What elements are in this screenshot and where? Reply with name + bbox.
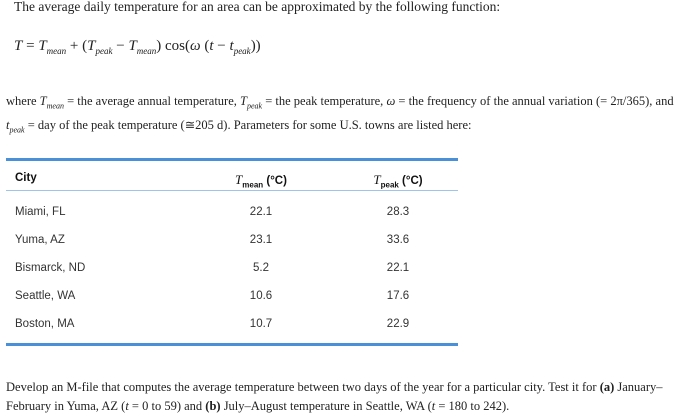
desc-part: = the average annual temperature, (63, 94, 241, 108)
table-top-rule (6, 158, 458, 161)
cell-tmean: 22.1 (249, 206, 273, 218)
formula-open: ( (185, 38, 191, 54)
formula-mean-sub: mean (46, 46, 67, 56)
task-part: July–August temperature in Seattle, WA ( (220, 399, 432, 413)
desc-t-sub: peak (9, 125, 25, 134)
desc-part: = day of the peak temperature (≅205 d). Parameters for some U.S. towns are listed here: (24, 117, 472, 132)
task-part: Develop an M-file that computes the average temperature between two days of the year for a particular city. Test it for (6, 380, 600, 394)
formula-tmean2: T (128, 38, 137, 54)
desc-part: = the frequency of the annual variation (= 2π/365), and (395, 94, 674, 108)
cell-tpeak: 28.3 (386, 206, 410, 218)
formula-T: T (14, 38, 23, 54)
formula-plus: + ( (66, 38, 88, 54)
formula-peak-sub2: peak (233, 46, 251, 56)
task-label-b: (b) (205, 399, 221, 413)
table-row (6, 284, 458, 312)
cell-tpeak: 17.6 (386, 290, 410, 302)
intro-text: The average daily temperature for an area can be approximated by the following function: (14, 0, 501, 14)
formula-mean-sub2: mean (136, 46, 157, 56)
cell-tmean: 10.6 (249, 290, 273, 302)
formula-minus: − (112, 38, 129, 54)
task-part: = 0 to 59) and (128, 399, 206, 413)
desc-t: t (6, 117, 10, 132)
formula-tpeak: T (87, 38, 96, 54)
cell-tpeak: 33.6 (386, 234, 410, 246)
formula-tmean: T (38, 38, 47, 54)
cell-city: Miami, FL (15, 206, 66, 218)
cell-city: Seattle, WA (15, 290, 76, 302)
formula-tpeak-day: t (229, 38, 234, 54)
table-row (6, 228, 458, 256)
desc-tpeak-sub: peak (246, 101, 263, 111)
header-tpeak (368, 172, 428, 189)
header-tmean-sub: mean (242, 180, 264, 190)
header-tpeak-unit: (°C) (398, 175, 423, 187)
formula-open2: ( (200, 38, 210, 54)
cell-city: Bismarck, ND (15, 262, 86, 274)
formula-omega: ω (190, 38, 201, 54)
desc-tmean-sub: mean (46, 101, 64, 111)
formula-close-cos: ) cos (156, 38, 186, 54)
cell-city: Yuma, AZ (15, 234, 65, 246)
desc-part: = the peak temperature, (262, 94, 387, 108)
header-tmean (231, 172, 291, 189)
task-part: January–February in Yuma, AZ ( (6, 380, 663, 413)
table-row (6, 256, 458, 284)
cell-tmean: 23.1 (249, 234, 273, 246)
table-row (6, 200, 458, 228)
table-bottom-rule (6, 343, 458, 346)
definitions-paragraph (6, 92, 686, 139)
cell-city: Boston, MA (15, 318, 75, 330)
formula-peak-sub: peak (95, 46, 113, 56)
header-tpeak-T: T (373, 172, 381, 187)
task-t1: t (125, 399, 129, 413)
task-t2: t (431, 399, 436, 413)
desc-tpeak: T (240, 94, 247, 108)
cell-tmean: 5.2 (253, 262, 269, 274)
formula-close: )) (250, 38, 261, 54)
header-tmean-unit: (°C) (263, 175, 287, 187)
desc-part: where (6, 94, 40, 108)
formula-minus2: − (213, 38, 230, 54)
formula-eq: = (22, 38, 39, 54)
desc-omega: ω (386, 94, 396, 108)
task-paragraph (6, 378, 696, 416)
task-label-a: (a) (599, 380, 615, 394)
header-tmean-T: T (235, 172, 243, 187)
header-tpeak-sub: peak (380, 180, 399, 190)
table-row (6, 312, 458, 340)
table-header-rule (6, 190, 458, 191)
cell-tmean: 10.7 (249, 318, 273, 330)
city-parameters-table (6, 158, 458, 346)
cell-tpeak: 22.1 (386, 262, 410, 274)
task-part: = 180 to 242). (435, 399, 510, 413)
temperature-formula (14, 38, 261, 56)
desc-tmean: T (39, 94, 47, 108)
cell-tpeak: 22.9 (386, 318, 410, 330)
header-city: City (15, 172, 37, 184)
formula-t: t (209, 38, 214, 54)
